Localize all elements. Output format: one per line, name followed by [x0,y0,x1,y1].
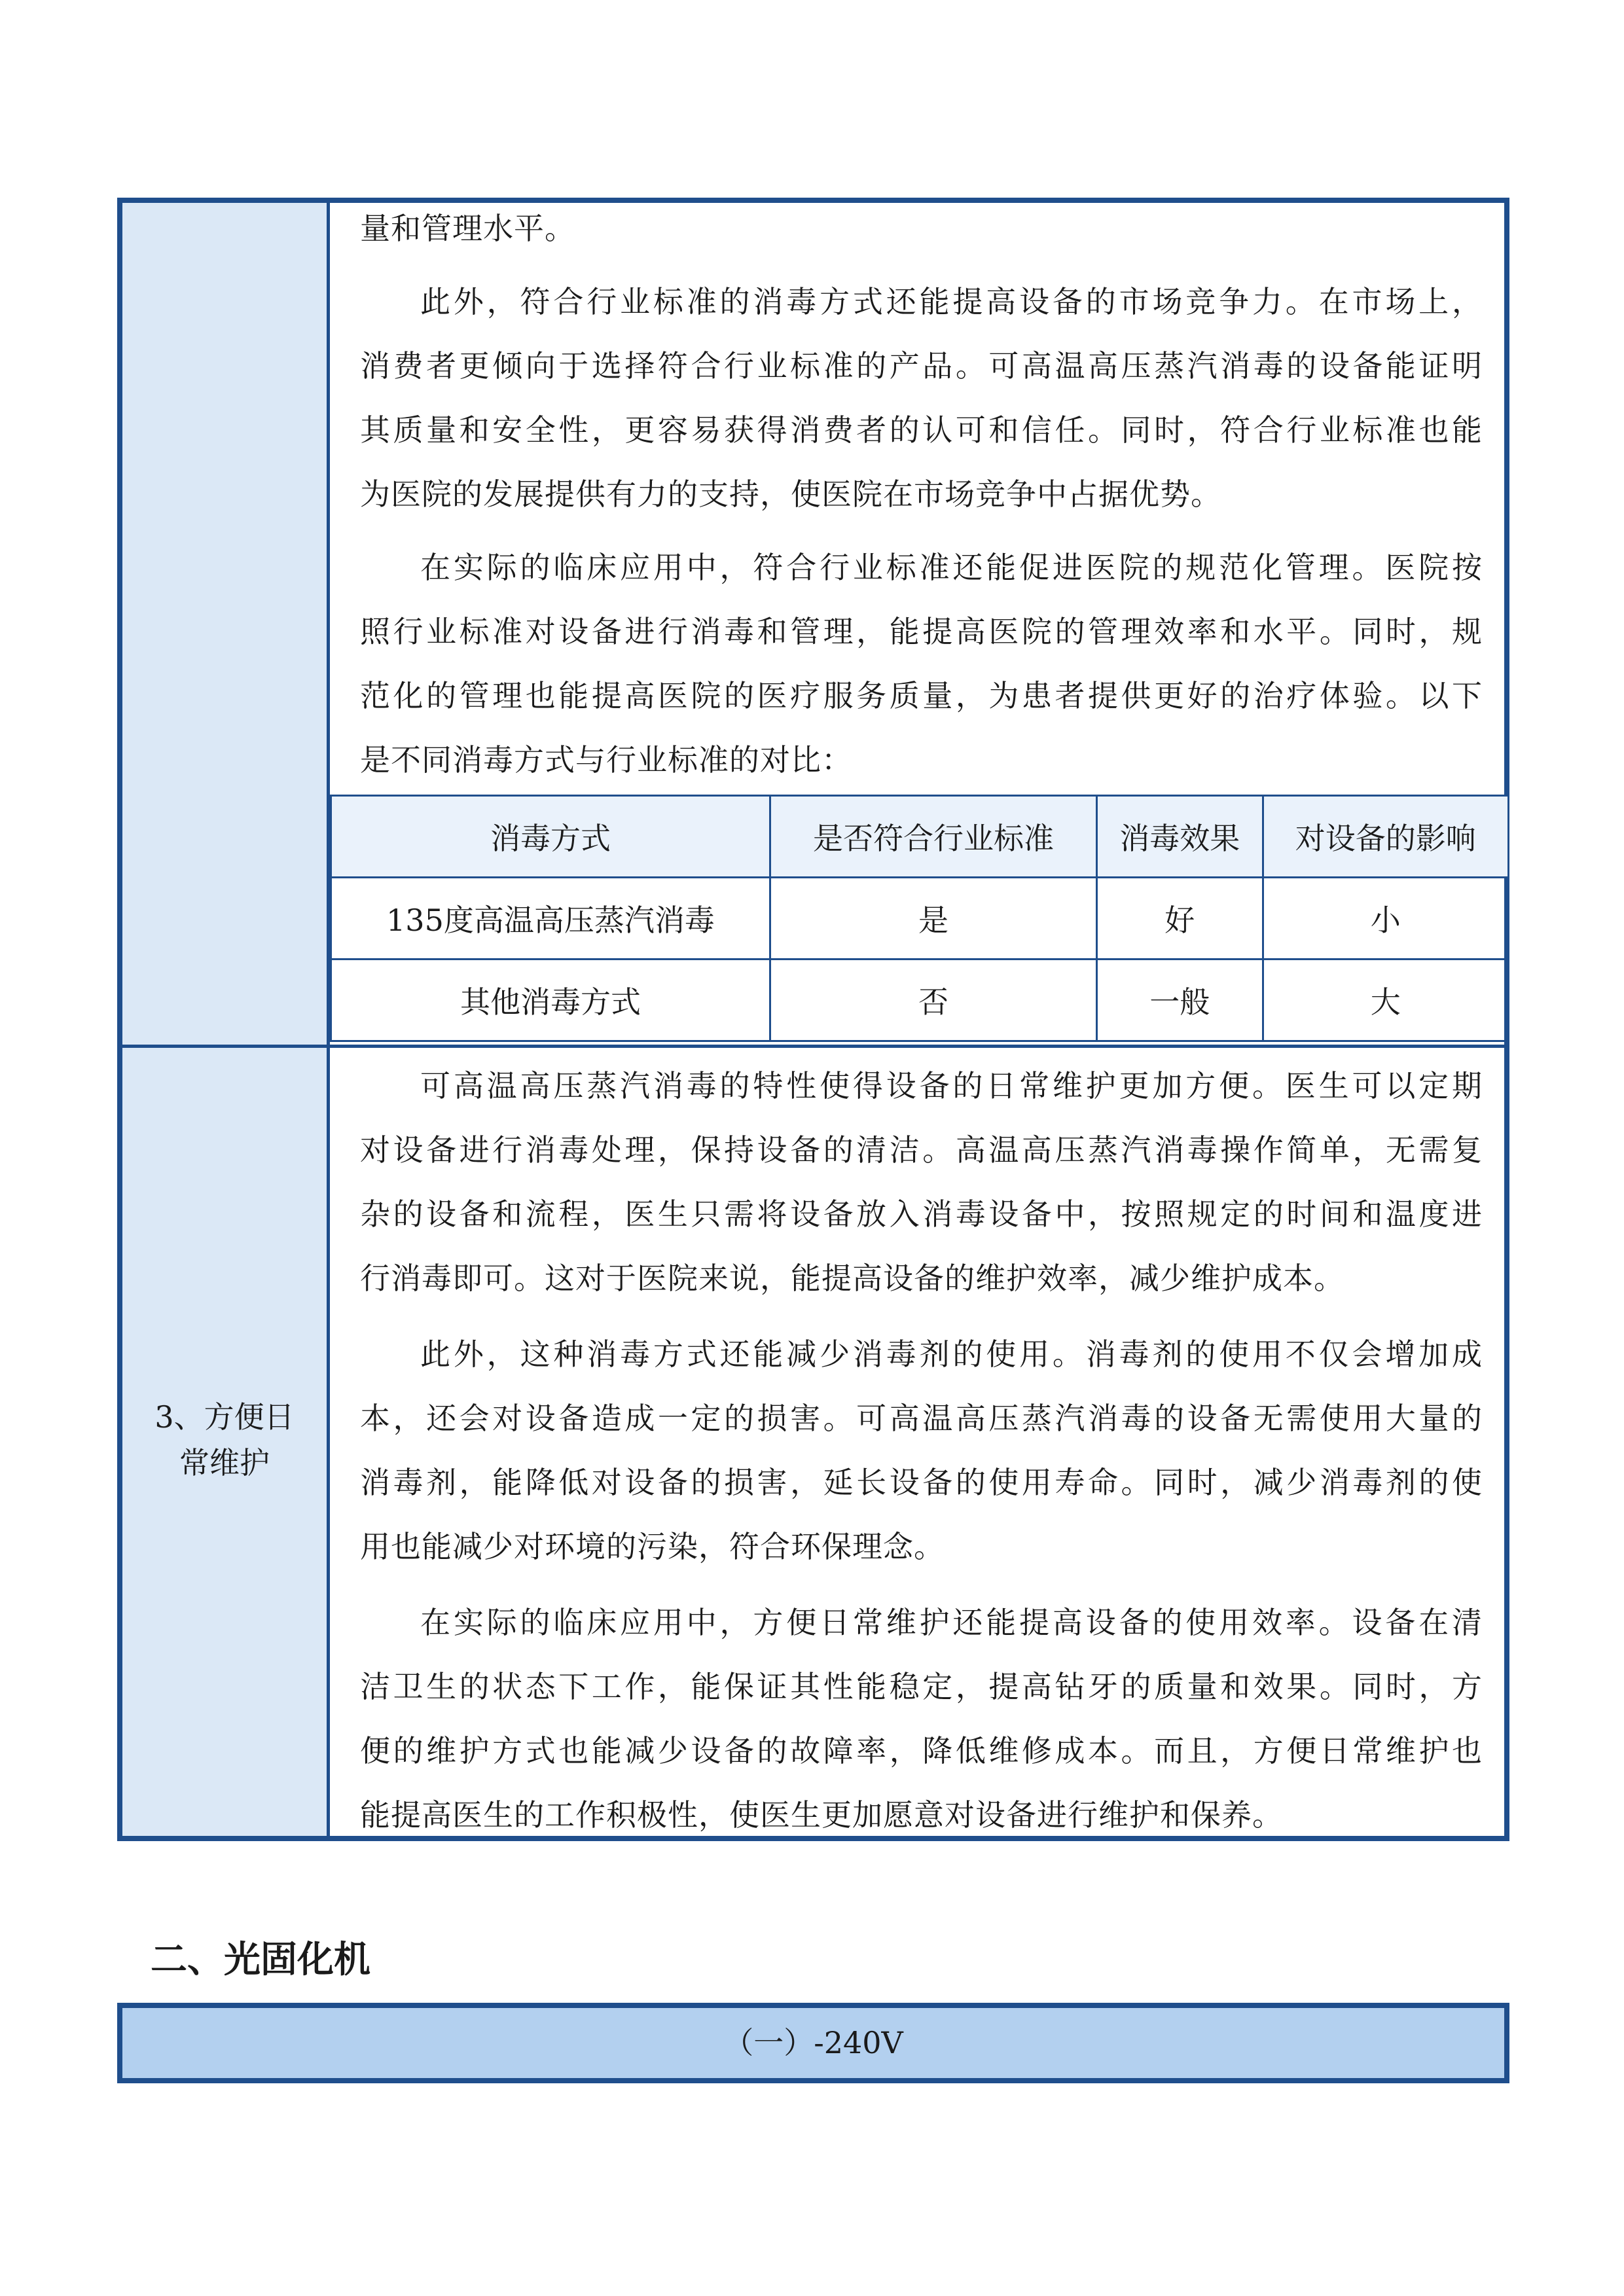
section-title: 二、光固化机 [151,1939,370,1981]
table-header: 对设备的影响 [1263,796,1508,878]
table-cell: 是 [770,878,1096,960]
table-header-row [331,796,1509,878]
table-row [331,960,1509,1041]
content-table [117,198,1509,1841]
table-cell: 好 [1097,878,1263,960]
row-divider [122,1045,1504,1048]
paragraph-continued: 量和管理水平。 [360,211,575,246]
table-header: 消毒效果 [1097,796,1263,878]
table-cell: 135度高温高压蒸汽消毒 [331,878,770,960]
paragraph-less-disinfectant: 此外，这种消毒方式还能减少消毒剂的使用。消毒剂的使用不仅会增加成 本，还会对设备造成一定的损害。可高温高压蒸汽消毒的设备无需使用大量的 消毒剂，能降低对设备的损害，延长设备的使用寿命。同时，减少消毒剂的使 用也能减少对环境的污染，符合环保理念。 [360,1336,1483,1564]
comparison-table [330,795,1509,1042]
table-row [331,878,1509,960]
table-cell: 大 [1263,960,1508,1041]
paragraph-easy-maintenance: 可高温高压蒸汽消毒的特性使得设备的日常维护更加方便。医生可以定期 对设备进行消毒处理，保持设备的清洁。高温高压蒸汽消毒操作简单，无需复 杂的设备和流程，医生只需将设备放入消毒设备中，按照规定的时间和温度进 行消毒即可。这对于医院来说，能提高设备的维护效率，减少维护成本。 [360,1068,1483,1296]
paragraph-usage-efficiency: 在实际的临床应用中，方便日常维护还能提高设备的使用效率。设备在清 洁卫生的状态下工作，能保证其性能稳定，提高钻牙的质量和效果。同时，方 便的维护方式也能减少设备的故障率，降低维修成本。而且，方便日常维护也 能提高医生的工作积极性，使医生更加愿意对设备进行维护和保养。 [360,1605,1483,1833]
table-cell: 小 [1263,878,1508,960]
table-cell: 一般 [1097,960,1263,1041]
paragraph-market-competitiveness: 此外，符合行业标准的消毒方式还能提高设备的市场竞争力。在市场上， 消费者更倾向于选择符合行业标准的产品。可高温高压蒸汽消毒的设备能证明 其质量和安全性，更容易获得消费者的认可和信任。同时，符合行业标准也能 为医院的发展提供有力的支持，使医院在市场竞争中占据优势。 [360,284,1483,512]
subsection-banner: （一）-240V [117,2003,1509,2083]
row-label-daily-maintenance: 3、方便日 常维护 [154,1399,295,1480]
label-column [122,203,330,1836]
table-cell: 其他消毒方式 [331,960,770,1041]
table-cell: 否 [770,960,1096,1041]
table-header: 是否符合行业标准 [770,796,1096,878]
table-header: 消毒方式 [331,796,770,878]
paragraph-standardized-management: 在实际的临床应用中，符合行业标准还能促进医院的规范化管理。医院按 照行业标准对设备进行消毒和管理，能提高医院的管理效率和水平。同时，规 范化的管理也能提高医院的医疗服务质量，为患者提供更好的治疗体验。以下 是不同消毒方式与行业标准的对比： [360,550,1483,778]
